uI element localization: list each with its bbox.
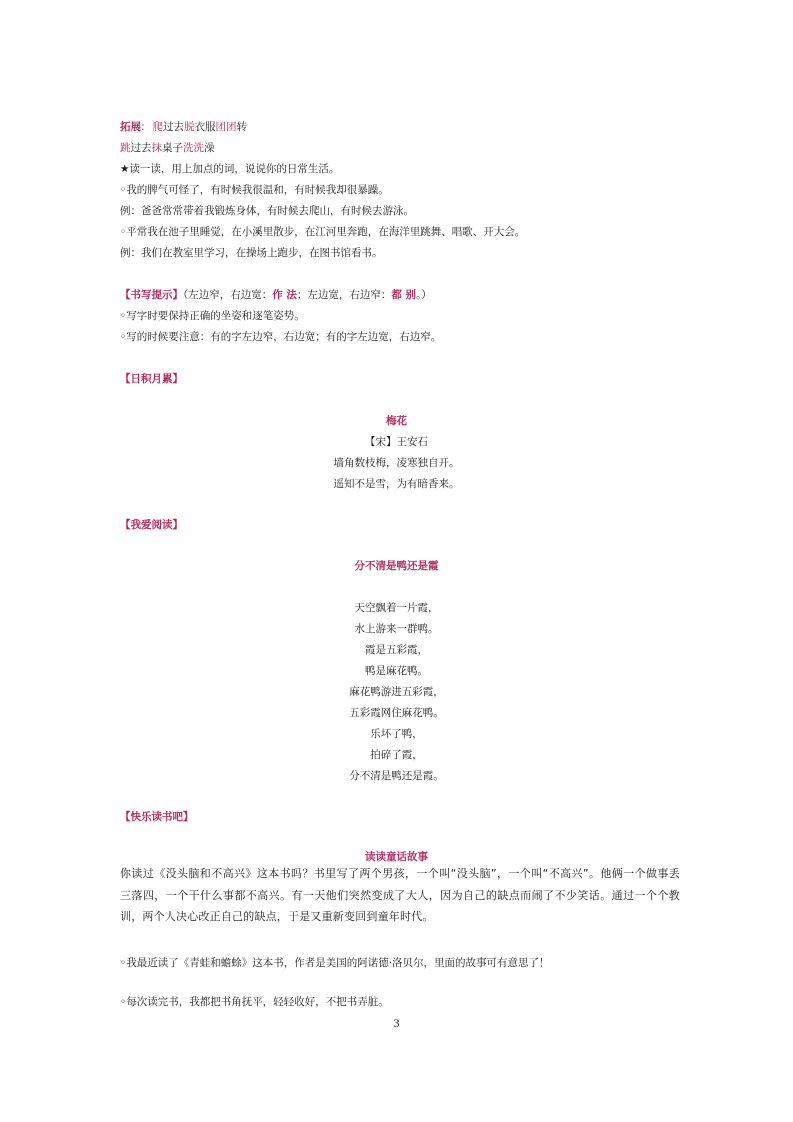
expand-line-1-segment: 团团 [215, 121, 237, 133]
love-reading-line: 麻花鸭游进五彩霞， [349, 686, 444, 698]
daily-poem-line: 墙角数枝梅，凌寒独自开。 [333, 457, 460, 469]
happy-books-paragraph: 你读过《没头脑和不高兴》这本书吗？书里写了两个男孩，一个叫“没头脑”，一个叫“不高兴”。他俩一个做事丢三落四，一个干什么事都不高兴。有一天他们突然变成了大人，因为自己的缺点而闹了不少笑话。通过一个个教训，两个人决心改正自己的缺点，于是又重新变回到童年时代。 [120, 867, 680, 923]
writing-chars-1: 作 法 [272, 289, 297, 301]
love-reading-line: 水上游来一群鸭。 [354, 623, 439, 635]
love-reading-line: 拍碎了霞， [370, 749, 423, 761]
reading-instruction: ★读一读，用上加点的词，说说你的日常生活。 [120, 163, 340, 175]
expand-line-2-segment: 跳 [120, 142, 131, 154]
writing-part-3: 。） [416, 289, 432, 301]
expand-line-2-segment: 洗洗 [183, 142, 204, 154]
writing-title: 【书写提示】 [120, 289, 183, 301]
expand-line-1-segment: 爬 [152, 121, 164, 133]
expand-line-1 [120, 120, 247, 134]
expand-phrases-2 [120, 142, 215, 154]
reading-line-2: ◦平常我在池子里睡觉，在小溪里散步，在江河里奔跑，在海洋里跳舞、唱歌、开大会。 [120, 226, 526, 238]
happy-books-story-title: 读读童话故事 [365, 851, 428, 863]
love-reading-line: 霞是五彩霞， [365, 644, 428, 656]
writing-chars-2: 都 别 [391, 289, 417, 301]
love-reading-line: 鸭是麻花鸭。 [365, 665, 428, 677]
love-reading-line: 五彩霞网住麻花鸭。 [349, 707, 444, 719]
love-reading-poem-title: 分不清是鸭还是霞 [354, 560, 439, 572]
happy-books-title: 【快乐读书吧】 [120, 811, 194, 823]
expand-phrases-1 [153, 121, 248, 133]
writing-tip-header [120, 288, 432, 302]
love-reading-line: 分不清是鸭还是霞。 [349, 770, 444, 782]
love-reading-line: 乐坏了鸭， [370, 728, 423, 740]
love-reading-line: 天空飘着一片霞， [354, 602, 439, 614]
love-reading-title: 【我爱阅读】 [120, 519, 183, 531]
expand-line-2 [120, 141, 215, 155]
expand-label: 拓展 [120, 121, 141, 133]
reading-line-1: ◦我的脾气可怪了，有时候我很温和，有时候我却很暴躁。 [120, 184, 389, 196]
page-number: 3 [393, 1016, 400, 1030]
writing-tip-2: ◦写的时候要注意：有的字左边窄，右边宽；有的字左边宽，右边窄。 [120, 331, 442, 343]
daily-title: 【日积月累】 [120, 373, 183, 385]
reading-example-1: 例：爸爸常常带着我锻炼身体，有时候去爬山，有时候去游泳。 [120, 205, 414, 217]
expand-colon: : [141, 121, 145, 133]
expand-line-1-segment: 衣服 [194, 121, 216, 133]
happy-books-item-2: ◦每次读完书，我都把书角抚平，轻轻收好，不把书弄脏。 [120, 996, 389, 1008]
expand-line-2-segment: 澡 [204, 142, 215, 154]
expand-line-1-segment: 转 [236, 121, 248, 133]
expand-line-1-segment: 脱 [184, 121, 195, 133]
happy-books-item-1: ◦我最近读了《青蛙和蟾蜍》这本书，作者是美国的阿诺德·洛贝尔，里面的故事可有意思了！ [120, 957, 550, 969]
daily-poem-title: 梅花 [386, 415, 407, 427]
expand-line-2-segment: 桌子 [162, 142, 183, 154]
writing-tip-1: ◦写字时要保持正确的坐姿和逐笔姿势。 [120, 310, 305, 322]
writing-part-2: ；左边宽，右边窄： [296, 289, 392, 301]
daily-poem-line: 遥知不是雪，为有暗香来。 [333, 478, 460, 490]
expand-line-2-segment: 过去 [130, 142, 152, 154]
expand-line-1-segment: 过去 [163, 121, 185, 133]
expand-line-2-segment: 抹 [151, 142, 162, 154]
writing-part-1: （左边窄，右边宽： [183, 289, 273, 301]
daily-poem-author: 【宋】王安石 [365, 436, 428, 448]
reading-example-2: 例：我们在教室里学习，在操场上跑步，在图书馆看书。 [120, 247, 383, 259]
